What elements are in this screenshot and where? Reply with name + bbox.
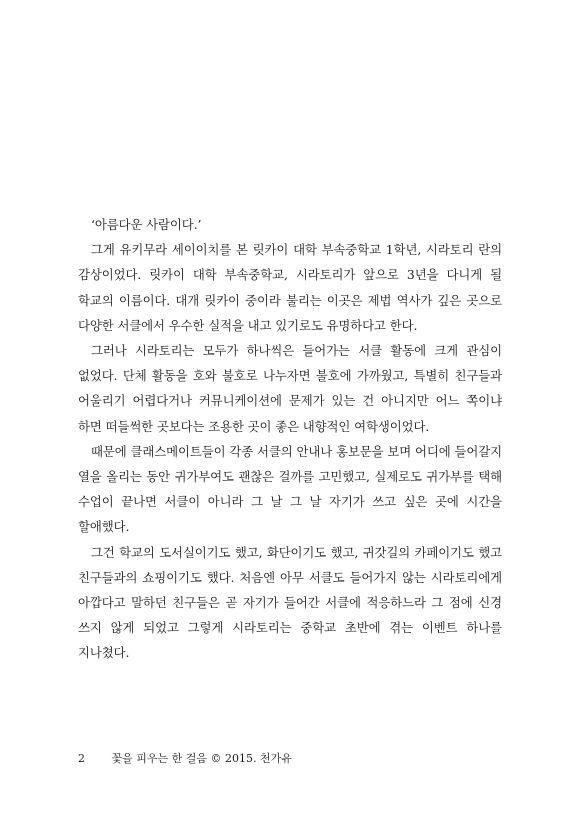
- paragraph-4: 그건 학교의 도서실이기도 했고, 화단이기도 했고, 귀갓길의 카페이기도 했고 친구들과의 쇼핑이기도 했다. 처음엔 아무 서클도 들어가지 않는 시라토리에게 아깝다고 말하던 친구들은 곧 자기가 들어간 서클에 적응하느라 그 점에 신경 쓰지 않게 되었고 그렇게 시라토리는 중학교 초반에 겪는 이벤트 하나를 지나쳤다.: [78, 544, 502, 661]
- paragraph-3: 때문에 클래스메이트들이 각종 서클의 안내나 홍보문을 보며 어디에 들어갈지 열을 올리는 동안 귀가부여도 괜찮은 걸까를 고민했고, 실제로도 귀가부를 택해 수업이 끝나면 서클이 아니라 그 날 그 날 자기가 쓰고 싶은 곳에 시간을 할애했다.: [78, 443, 502, 535]
- footer-text: 꽃을 피우는 한 걸음 © 2015. 천가유: [111, 752, 292, 765]
- paragraph-quote: ‘아름다운 사람이다.’: [91, 217, 202, 232]
- page-number: 2: [78, 752, 85, 765]
- paragraph-1: 그게 유키무라 세이이치를 본 릿카이 대학 부속중학교 1학년, 시라토리 란의 감상이었다. 릿카이 대학 부속중학교, 시라토리가 앞으로 3년을 다니게 될 학교의 이름이다. 대개 릿카이 중이라 불리는 이곳은 제법 역사가 깊은 곳으로 다양한 서클에서 우수한 실적을 내고 있기로도 유명하다고 한다.: [78, 242, 502, 333]
- body-text: [78, 212, 502, 666]
- page-footer: [78, 752, 292, 766]
- paragraph-2: 그러나 시라토리는 모두가 하나씩은 들어가는 서클 활동에 크게 관심이 없었다. 단체 활동을 호와 불호로 나누자면 불호에 가까웠고, 특별히 친구들과 어울리기 어렵다거나 커뮤니케이션에 문제가 있는 건 아니지만 어느 쪽이냐 하면 떠들썩한 곳보다는 조용한 곳이 좋은 내향적인 여학생이었다.: [78, 343, 502, 434]
